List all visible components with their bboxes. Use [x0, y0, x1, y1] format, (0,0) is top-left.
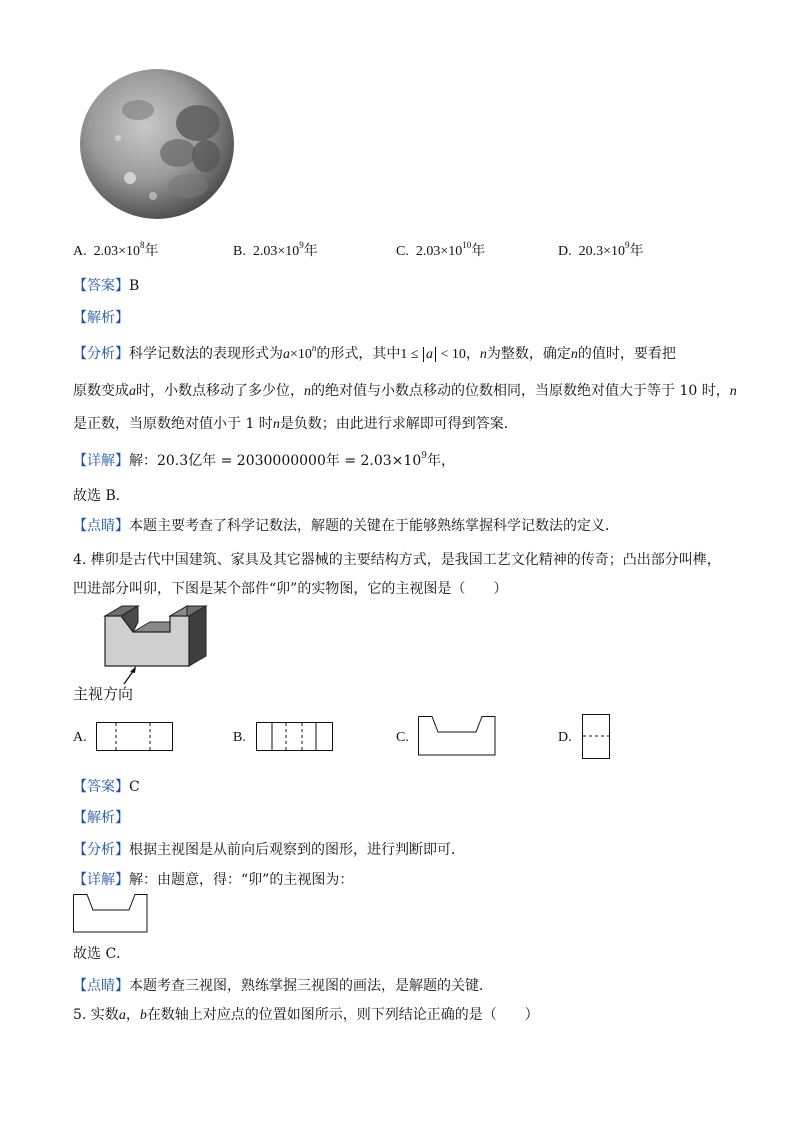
detail-text: 解：20.3亿年 = 2030000000年 = 2.03×10 [129, 453, 422, 469]
option-letter: B. [233, 244, 246, 259]
var-n: n [272, 417, 280, 432]
option-unit: 年 [629, 244, 644, 259]
dianjing-text: 本题考查三视图，熟练掌握三视图的画法，是解题的关键． [129, 978, 493, 994]
q4-detail-front-view [73, 894, 149, 934]
q4-option-c-label[interactable]: C. [396, 730, 409, 745]
dianjing-tag: 【点睛】 [73, 518, 129, 534]
option-times: ×10 [118, 244, 141, 259]
option-coef: 20.3 [578, 244, 604, 259]
option-coef: 2.03 [252, 244, 278, 259]
fenxi-tag: 【分析】 [73, 346, 129, 362]
q3-fenxi-line1 [73, 343, 676, 363]
option-coef: 2.03 [415, 244, 441, 259]
option-times: ×10 [603, 244, 626, 259]
fenxi-text: 原数变成 [73, 383, 129, 399]
detail-exp: 9 [421, 451, 427, 461]
q3-option-a[interactable] [73, 240, 159, 260]
q4-option-d-figure[interactable] [582, 714, 612, 760]
q3-conclusion: 故选 B． [73, 488, 130, 504]
fenxi-text: 是正数，当原数绝对值小于 1 时 [73, 416, 273, 432]
var-a: a [118, 1008, 126, 1023]
q4-answer [73, 776, 140, 796]
q3-fenxi-line2 [73, 380, 737, 400]
detail-tag: 【详解】 [73, 872, 129, 888]
fenxi-text: 科学记数法的表现形式为 [129, 346, 283, 362]
option-exp: 9 [625, 240, 630, 250]
var-n: n [729, 384, 737, 399]
answer-tag: 【答案】 [73, 779, 129, 795]
q4-conclusion: 故选 C． [73, 946, 131, 962]
option-coef: 2.03 [93, 244, 119, 259]
q3-fenxi-line3 [73, 413, 518, 433]
fenxi-text: 的形式，其中 [316, 346, 401, 362]
q3-option-d[interactable] [558, 240, 644, 260]
q4-option-a-label[interactable]: A. [73, 730, 87, 745]
dianjing-tag: 【点睛】 [73, 978, 129, 994]
fenxi-text: 是负数；由此进行求解即可得到答案． [279, 416, 518, 432]
option-exp: 8 [140, 240, 145, 250]
answer-tag: 【答案】 [73, 278, 129, 294]
fenxi-text: 时，小数点移动了多少位， [136, 383, 304, 399]
fenxi-text: 的值时，要看把 [577, 346, 676, 362]
q5-stem [73, 1004, 539, 1024]
q4-option-a-figure[interactable] [96, 722, 174, 752]
formula-var-a: a [283, 347, 290, 362]
stem-text: ， [125, 1007, 140, 1023]
moon-image [78, 68, 236, 220]
view-direction-label: 主视方向 [73, 685, 134, 703]
answer-value: B [129, 278, 140, 294]
abs-value [423, 347, 436, 362]
option-unit: 年 [471, 244, 486, 259]
fenxi-text: ， [465, 346, 480, 362]
stem-text: 在数轴上对应点的位置如图所示，则下列结论正确的是（ ） [146, 1007, 539, 1023]
q3-detail [73, 450, 455, 470]
option-times: ×10 [277, 244, 300, 259]
var-n: n [304, 384, 311, 399]
option-unit: 年 [303, 244, 318, 259]
option-letter: D. [558, 244, 572, 259]
answer-value: C [129, 779, 140, 795]
q4-analysis-tag: 【解析】 [73, 810, 129, 826]
var-n: n [570, 347, 578, 362]
abs-var: a [426, 347, 434, 362]
detail-tag: 【详解】 [73, 453, 129, 469]
dianjing-text: 本题主要考查了科学记数法，解题的关键在于能够熟练掌握科学记数法的定义． [129, 518, 619, 534]
ineq-right: < 10 [440, 347, 466, 362]
q4-fenxi [73, 839, 465, 859]
q3-dianjing [73, 515, 619, 535]
detail-text: 年， [426, 453, 455, 469]
q4-option-b-figure[interactable] [256, 722, 334, 752]
q3-answer [73, 275, 139, 295]
option-unit: 年 [144, 244, 159, 259]
formula-times: ×10 [290, 347, 312, 362]
option-exp: 9 [299, 240, 304, 250]
q4-detail [73, 869, 353, 889]
formula-exp-n: n [311, 343, 317, 353]
stem-text: 5. 实数 [73, 1007, 119, 1023]
fenxi-tag: 【分析】 [73, 842, 129, 858]
q4-stem-line2: 凹进部分叫卯，下图是某个部件“卯”的实物图，它的主视图是（ ） [73, 581, 508, 597]
q3-analysis-tag: 【解析】 [73, 310, 129, 326]
var-b: b [139, 1008, 147, 1023]
option-exp: 10 [462, 240, 472, 250]
var-a: a [129, 384, 136, 399]
option-times: ×10 [440, 244, 463, 259]
q3-option-c[interactable] [396, 240, 485, 260]
q3-option-b[interactable] [233, 240, 318, 260]
var-n: n [479, 347, 487, 362]
q4-dianjing [73, 975, 493, 995]
detail-text: 解：由题意，得：“卯”的主视图为： [129, 872, 354, 888]
fenxi-text: 根据主视图是从前向后观察到的图形，进行判断即可． [129, 842, 465, 858]
q4-option-b-label[interactable]: B. [233, 730, 246, 745]
q4-stem-line1: 4. 榫卯是古代中国建筑、家具及其它器械的主要结构方式，是我国工艺文化精神的传奇；凸出部分叫榫， [73, 552, 721, 568]
mortise-3d-figure [100, 604, 212, 686]
fenxi-text: 的绝对值与小数点移动的位数相同，当原数绝对值大于等于 10 时， [311, 383, 730, 399]
ineq-left: 1 ≤ [400, 347, 419, 362]
q4-option-c-figure[interactable] [418, 716, 496, 756]
q4-option-d-label[interactable]: D. [558, 730, 572, 745]
option-letter: C. [396, 244, 409, 259]
option-letter: A. [73, 244, 87, 259]
fenxi-text: 为整数，确定 [486, 346, 571, 362]
